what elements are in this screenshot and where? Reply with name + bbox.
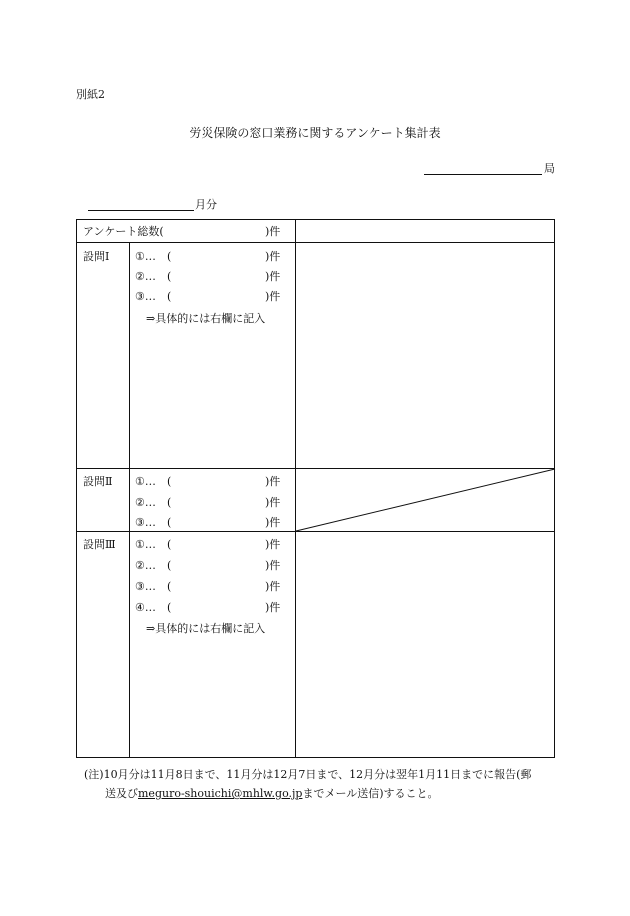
note-line-1: (注)10月分は11月8日まで、11月分は12月7日まで、12月分は翌年1月11日までに報告(郵 (84, 768, 532, 781)
note-line-2-suffix: までメール送信)すること。 (302, 787, 439, 800)
total-label: アンケート総数( (83, 225, 164, 238)
q3-item-close: )件 (265, 559, 281, 572)
q1-item-close: )件 (265, 250, 281, 263)
q1-item-num: ①… (135, 250, 156, 263)
q2-item-open: ( (167, 475, 172, 488)
note-line-2-prefix: 送及び (105, 787, 138, 800)
row-divider-q2 (76, 531, 555, 532)
month-suffix: 月分 (195, 198, 217, 211)
q3-item-num: ④… (135, 601, 156, 614)
q1-instruction: ⇒具体的には右欄に記入 (146, 312, 266, 325)
q3-item-close: )件 (265, 601, 281, 614)
q1-item-open: ( (167, 290, 172, 303)
q3-instruction: ⇒具体的には右欄に記入 (146, 622, 266, 635)
q3-item-num: ②… (135, 559, 156, 572)
q3-item-close: )件 (265, 538, 281, 551)
q2-item-open: ( (167, 496, 172, 509)
q3-item-open: ( (167, 538, 172, 551)
q1-item-num: ②… (135, 270, 156, 283)
q3-item-close: )件 (265, 580, 281, 593)
q1-item-close: )件 (265, 270, 281, 283)
month-blank-line (88, 210, 194, 211)
q3-item-num: ①… (135, 538, 156, 551)
q3-label: 設問Ⅲ (83, 538, 116, 551)
row-divider-q1 (76, 468, 555, 469)
q3-item-open: ( (167, 601, 172, 614)
row-divider-total (76, 242, 555, 243)
q3-item-num: ③… (135, 580, 156, 593)
note-line-2 (105, 784, 439, 803)
q1-item-num: ③… (135, 290, 156, 303)
document-title: 労災保険の窓口業務に関するアンケート集計表 (189, 126, 441, 140)
q1-label: 設問Ⅰ (83, 250, 110, 263)
column-divider-left (129, 242, 130, 758)
q2-item-num: ②… (135, 496, 156, 509)
q3-item-open: ( (167, 559, 172, 572)
q1-item-open: ( (167, 250, 172, 263)
q2-item-close: )件 (265, 496, 281, 509)
bureau-suffix: 局 (544, 162, 555, 175)
contact-email: meguro-shouichi@mhlw.go.jp (138, 787, 303, 800)
column-divider-right (295, 219, 296, 758)
q2-item-close: )件 (265, 516, 281, 529)
bureau-blank-line (424, 174, 542, 175)
q2-item-close: )件 (265, 475, 281, 488)
total-close: )件 (265, 225, 281, 238)
q2-item-open: ( (167, 516, 172, 529)
q1-item-close: )件 (265, 290, 281, 303)
q1-item-open: ( (167, 270, 172, 283)
q2-label: 設問Ⅱ (83, 475, 113, 488)
q3-item-open: ( (167, 580, 172, 593)
attachment-label: 別紙2 (76, 88, 105, 101)
q2-item-num: ③… (135, 516, 156, 529)
q2-item-num: ①… (135, 475, 156, 488)
